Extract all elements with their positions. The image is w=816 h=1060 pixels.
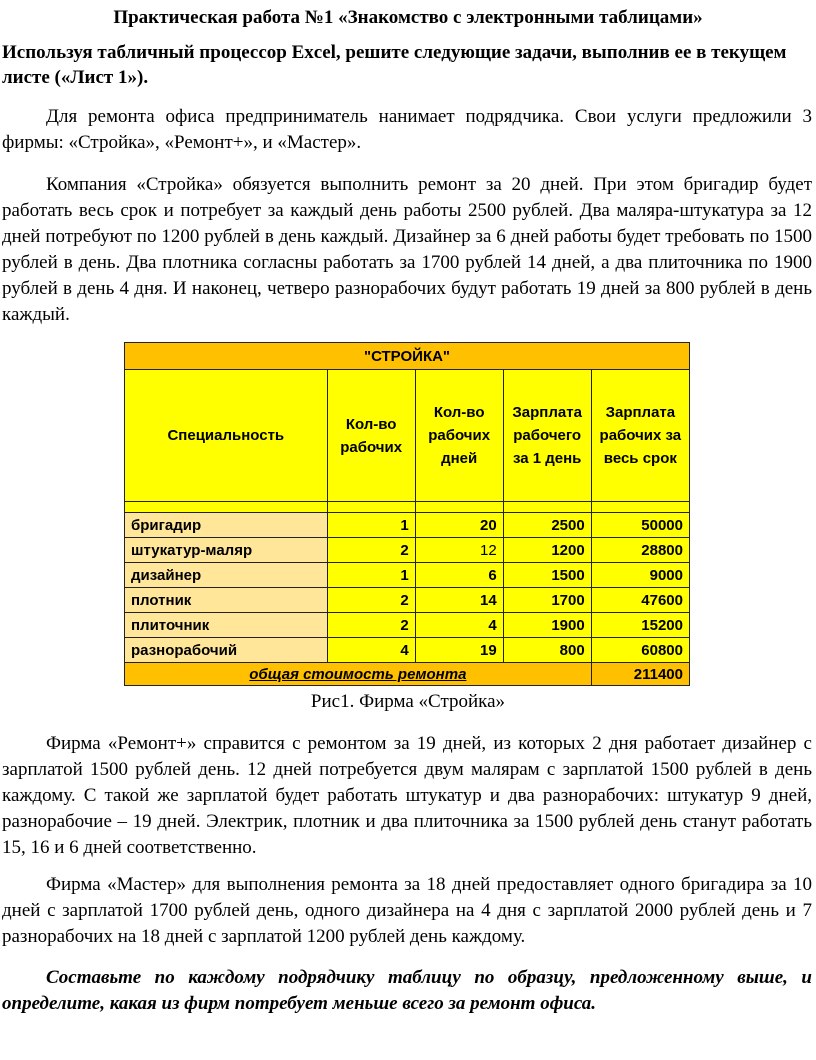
master-text: Фирма «Мастер» для выполнения ремонта за 18 дней предоставляет одного бригадира за 10 дней с зарплатой 1700 рублей день, одного дизайнера на 4 дня с зарплатой 2000 рублей день и 7 разнорабочих на 18 дней с зарплатой 1200 рублей день каждому. — [2, 874, 812, 947]
cell-total-pay: 9000 — [591, 563, 689, 588]
cell-total-pay: 50000 — [591, 513, 689, 538]
cell-workers: 2 — [327, 538, 415, 563]
header-days: Кол-во рабочих дней — [415, 370, 503, 502]
remont-paragraph — [2, 731, 812, 861]
cell-workers: 4 — [327, 638, 415, 663]
cell-days: 6 — [415, 563, 503, 588]
header-workers: Кол-во рабочих — [327, 370, 415, 502]
intro-text: Для ремонта офиса предприниматель нанимает подрядчика. Свои услуги предложили 3 фирмы: «Стройка», «Ремонт+», и «Мастер». — [2, 106, 812, 153]
cell-workers: 2 — [327, 588, 415, 613]
cell-specialty: плотник — [125, 588, 328, 613]
cell-daily-pay: 800 — [503, 638, 591, 663]
assignment-paragraph — [2, 965, 812, 1017]
stroyka-text: Компания «Стройка» обязуется выполнить ремонт за 20 дней. При этом бригадир будет работать весь срок и потребует за каждый день работы 2500 рублей. Два маляра-штукатура за 12 дней потребуют по 1200 рублей в день каждый. Дизайнер за 6 дней работы будет требовать по 1500 рублей в день. Два плотника согласны работать за 1700 рублей 14 дней, а два плиточника по 1900 рублей в день 4 дня. И наконец, четверо разнорабочих будут работать 19 дней за 800 рублей в день каждый. — [2, 174, 812, 325]
stroyka-table — [124, 342, 690, 686]
cell-total-pay: 47600 — [591, 588, 689, 613]
total-row — [125, 663, 690, 686]
cell-specialty: штукатур-маляр — [125, 538, 328, 563]
cell-days: 19 — [415, 638, 503, 663]
cell-daily-pay: 1900 — [503, 613, 591, 638]
cell-days: 20 — [415, 513, 503, 538]
cell-workers: 1 — [327, 563, 415, 588]
table-row — [125, 538, 690, 563]
task-statement: Используя табличный процессор Excel, решите следующие задачи, выполнив ее в текущем листе («Лист 1»). — [2, 42, 787, 88]
cell-specialty: плиточник — [125, 613, 328, 638]
cell-total-pay: 15200 — [591, 613, 689, 638]
cell-specialty: бригадир — [125, 513, 328, 538]
cell-days: 12 — [415, 538, 503, 563]
cell-days: 14 — [415, 588, 503, 613]
header-total-pay: Зарплата рабочих за весь срок — [591, 370, 689, 502]
cell-specialty: разнорабочий — [125, 638, 328, 663]
cell-daily-pay: 1700 — [503, 588, 591, 613]
header-specialty: Специальность — [125, 370, 328, 502]
intro-paragraph — [2, 104, 812, 156]
total-value: 211400 — [591, 663, 689, 686]
cell-daily-pay: 1500 — [503, 563, 591, 588]
total-label: общая стоимость ремонта — [125, 663, 592, 686]
table-row — [125, 588, 690, 613]
cell-workers: 2 — [327, 613, 415, 638]
cell-total-pay: 60800 — [591, 638, 689, 663]
table-row — [125, 513, 690, 538]
cell-total-pay: 28800 — [591, 538, 689, 563]
cell-days: 4 — [415, 613, 503, 638]
table-row — [125, 613, 690, 638]
master-paragraph — [2, 872, 812, 950]
figure-caption: Рис1. Фирма «Стройка» — [310, 691, 506, 712]
page-title: Практическая работа №1 «Знакомство с электронными таблицами» — [113, 7, 703, 28]
stroyka-paragraph — [2, 172, 812, 328]
cell-daily-pay: 2500 — [503, 513, 591, 538]
table-row — [125, 563, 690, 588]
cell-workers: 1 — [327, 513, 415, 538]
cell-specialty: дизайнер — [125, 563, 328, 588]
remont-text: Фирма «Ремонт+» справится с ремонтом за 19 дней, из которых 2 дня работает дизайнер с зарплатой 1500 рублей день. 12 дней потребуется двум малярам с зарплатой 1500 рублей в день каждому. С такой же зарплатой будет работать штукатур и два разнорабочих: штукатур 9 дней, разнорабочие – 19 дней. Электрик, плотник и два плиточника за 1500 рублей день станут работать 15, 16 и 6 дней соответственно. — [2, 733, 812, 858]
table-row — [125, 638, 690, 663]
header-daily-pay: Зарплата рабочего за 1 день — [503, 370, 591, 502]
cell-daily-pay: 1200 — [503, 538, 591, 563]
table-title: "СТРОЙКА" — [125, 343, 690, 370]
assignment-text: Составьте по каждому подрядчику таблицу по образцу, предложенному выше, и определите, какая из фирм потребует меньше всего за ремонт офиса. — [2, 967, 812, 1014]
